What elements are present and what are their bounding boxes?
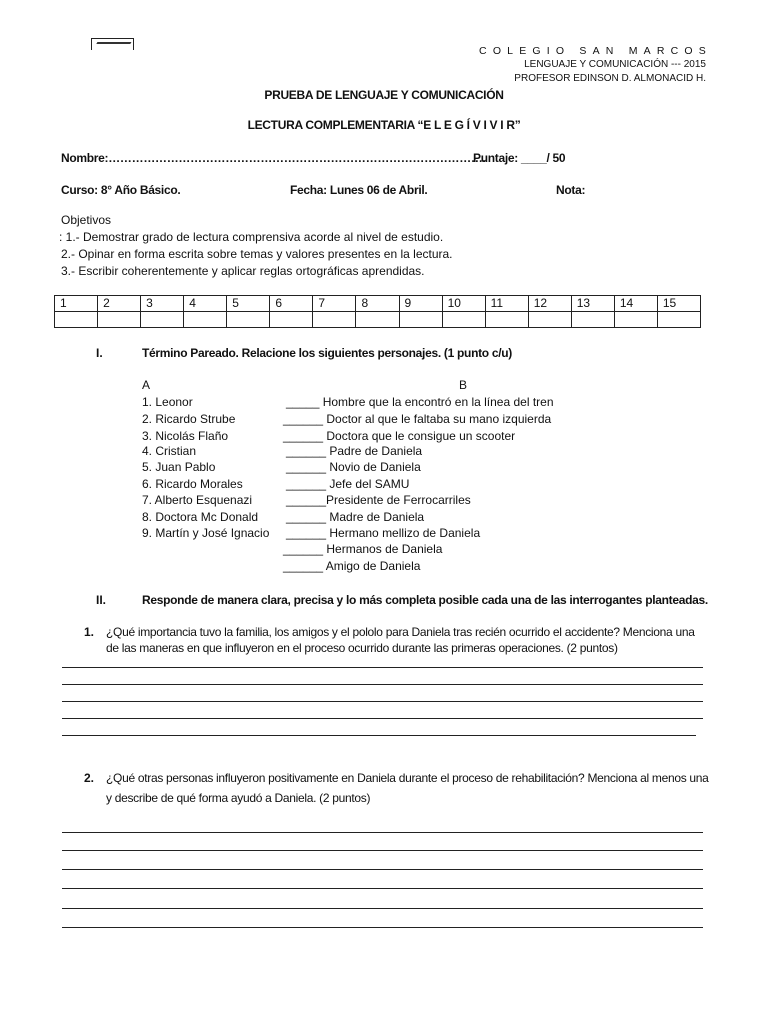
question-1-text: ¿Qué importancia tuvo la familia, los amigos y el pololo para Daniela tras recién ocurrido el accidente? Menciona una	[106, 625, 695, 639]
score-column-label: 11	[485, 296, 528, 312]
score-column-label: 14	[614, 296, 657, 312]
column-a-label: A	[142, 378, 151, 392]
list-item: 3. Nicolás Flaño	[142, 429, 229, 443]
answer-line[interactable]	[62, 850, 703, 851]
score-table	[54, 295, 701, 328]
score-cell[interactable]	[270, 312, 313, 328]
score-cell[interactable]	[442, 312, 485, 328]
score-column-label: 1	[55, 296, 98, 312]
answer-line[interactable]	[62, 667, 703, 668]
question-2-number: 2.	[84, 771, 95, 785]
subject-line: LENGUAJE Y COMUNICACIÓN --- 2015	[524, 59, 706, 70]
section-1-numeral: I.	[96, 346, 103, 360]
grade-field[interactable]: Nota:	[556, 183, 586, 197]
score-cell[interactable]	[356, 312, 399, 328]
score-cell[interactable]	[399, 312, 442, 328]
score-column-label: 3	[141, 296, 184, 312]
objective-item: 2.- Opinar en forma escrita sobre temas y valores presentes en la lectura.	[61, 247, 453, 261]
list-item: 1. Leonor	[142, 395, 193, 409]
score-cell[interactable]	[657, 312, 700, 328]
score-cell[interactable]	[528, 312, 571, 328]
list-item: 8. Doctora Mc Donald	[142, 510, 259, 524]
score-cell[interactable]	[571, 312, 614, 328]
question-1-text: de las maneras en que influyeron en el proceso ocurrido durante las primeras operaciones. (2 puntos)	[106, 641, 618, 655]
section-2-numeral: II.	[96, 593, 107, 607]
match-item[interactable]: ______ Doctora que le consigue un scooter	[283, 429, 516, 443]
course-label: Curso: 8° Año Básico.	[61, 183, 181, 197]
match-item[interactable]: ______Presidente de Ferrocarriles	[286, 493, 471, 507]
school-logo	[91, 38, 134, 50]
objective-item: : 1.- Demostrar grado de lectura comprensiva acorde al nivel de estudio.	[59, 230, 444, 244]
list-item: 4. Cristian	[142, 444, 197, 458]
objectives-heading: Objetivos	[61, 213, 112, 227]
list-item: 7. Alberto Esquenazi	[142, 493, 253, 507]
score-column-label: 13	[571, 296, 614, 312]
school-name: COLEGIO SAN MARCOS	[479, 45, 712, 57]
match-item[interactable]: ______ Jefe del SAMU	[286, 477, 410, 491]
match-item[interactable]: ______ Padre de Daniela	[286, 444, 423, 458]
score-cell[interactable]	[141, 312, 184, 328]
answer-line[interactable]	[62, 927, 703, 928]
score-column-label: 6	[270, 296, 313, 312]
objective-item: 3.- Escribir coherentemente y aplicar reglas ortográficas aprendidas.	[61, 264, 425, 278]
score-column-label: 2	[98, 296, 141, 312]
match-item[interactable]: _____ Hombre que la encontró en la línea del tren	[286, 395, 554, 409]
score-field[interactable]: Puntaje: ____/ 50	[473, 151, 566, 165]
section-1-heading: Término Pareado. Relacione los siguientes personajes. (1 punto c/u)	[142, 346, 512, 360]
score-column-label: 7	[313, 296, 356, 312]
date-label: Fecha: Lunes 06 de Abril.	[290, 183, 428, 197]
name-field[interactable]: Nombre:…………………………………………………………………………………….	[61, 151, 486, 165]
question-2-text: y describe de qué forma ayudó a Daniela. (2 puntos)	[106, 791, 371, 805]
answer-line[interactable]	[62, 908, 703, 909]
score-cell[interactable]	[227, 312, 270, 328]
page-subtitle: LECTURA COMPLEMENTARIA “E L E G Í V I V I R”	[247, 118, 521, 132]
match-item[interactable]: ______ Hermano mellizo de Daniela	[286, 526, 481, 540]
answer-line[interactable]	[62, 684, 703, 685]
score-column-label: 15	[657, 296, 700, 312]
section-2-heading: Responde de manera clara, precisa y lo más completa posible cada una de las interrogantes planteadas.	[142, 593, 708, 607]
score-cell[interactable]	[485, 312, 528, 328]
answer-line[interactable]	[62, 701, 703, 702]
score-column-label: 9	[399, 296, 442, 312]
score-cell[interactable]	[614, 312, 657, 328]
column-b-label: B	[459, 378, 468, 392]
page-title: PRUEBA DE LENGUAJE Y COMUNICACIÓN	[264, 88, 504, 102]
match-item[interactable]: ______ Madre de Daniela	[286, 510, 425, 524]
question-2-text: ¿Qué otras personas influyeron positivamente en Daniela durante el proceso de rehabilitación? Menciona al menos una	[106, 771, 709, 785]
score-cell[interactable]	[184, 312, 227, 328]
match-item[interactable]: ______ Amigo de Daniela	[283, 559, 421, 573]
score-column-label: 4	[184, 296, 227, 312]
list-item: 2. Ricardo Strube	[142, 412, 236, 426]
score-cell[interactable]	[98, 312, 141, 328]
list-item: 9. Martín y José Ignacio	[142, 526, 270, 540]
list-item: 6. Ricardo Morales	[142, 477, 243, 491]
answer-line[interactable]	[62, 718, 703, 719]
score-cell[interactable]	[313, 312, 356, 328]
question-1-number: 1.	[84, 625, 95, 639]
teacher-line: PROFESOR EDINSON D. ALMONACID H.	[514, 73, 706, 84]
match-item[interactable]: ______ Doctor al que le faltaba su mano izquierda	[283, 412, 552, 426]
score-column-label: 12	[528, 296, 571, 312]
match-item[interactable]: ______ Novio de Daniela	[286, 460, 421, 474]
match-item[interactable]: ______ Hermanos de Daniela	[283, 542, 443, 556]
score-table-header-row	[55, 296, 701, 312]
score-table-input-row	[55, 312, 701, 328]
score-cell[interactable]	[55, 312, 98, 328]
score-column-label: 8	[356, 296, 399, 312]
score-column-label: 5	[227, 296, 270, 312]
list-item: 5. Juan Pablo	[142, 460, 216, 474]
score-column-label: 10	[442, 296, 485, 312]
answer-line[interactable]	[62, 869, 703, 870]
answer-line[interactable]	[62, 735, 696, 736]
answer-line[interactable]	[62, 832, 703, 833]
answer-line[interactable]	[62, 888, 703, 889]
